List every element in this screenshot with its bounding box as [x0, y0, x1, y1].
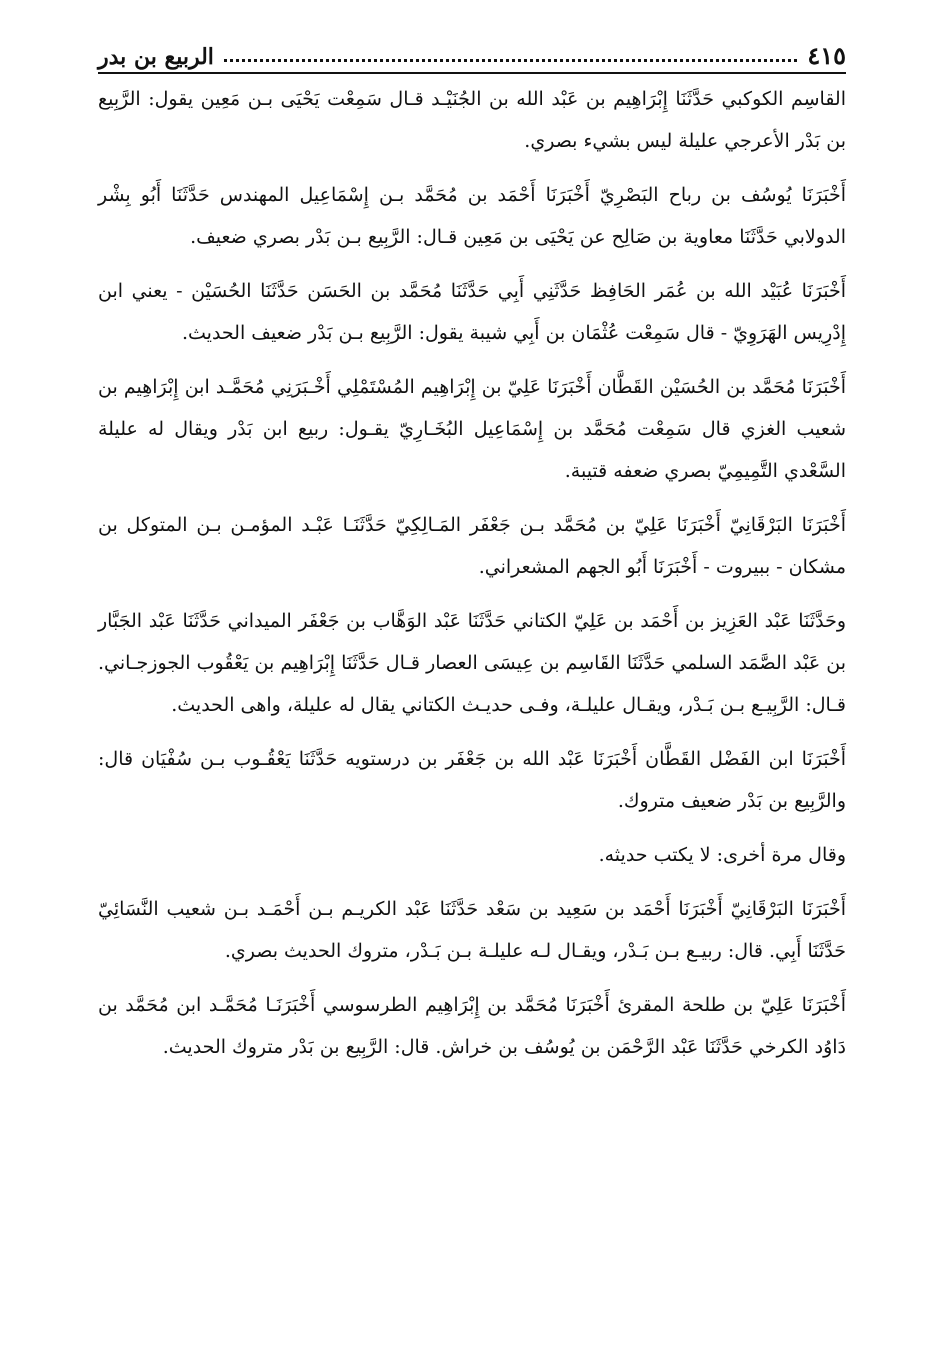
paragraph-6: وحَدَّثَنَا عَبْد العَزِيز بن أَحْمَد بن عَلِيّ الكتاني حَدَّثَنَا عَبْد الوَهَّاب بن جَعْفَر الميداني حَدَّثَنَا عَبْد الجَبَّار بن عَبْد الصَّمَد السلمي حَدَّثَنَا القَاسِم بن عِيسَى العصار قـال حَدَّثَنَا إِبْرَاهِيم بن يَعْقُوب الجوزجـاني. قـال: الرَّبِيـع بـن بَـدْر، ويقـال عليلـة، وفـى حديـث الكتاني يقال له عليلة، واهى الحديث.: [98, 610, 846, 716]
paragraph-4: أَخْبَرَنَا مُحَمَّد بن الحُسَيْن القَطَّان أَخْبَرَنَا عَلِيّ بن إِبْرَاهِيم المُسْتَمْلِي أَخْـبَرَنِي مُحَمَّـد ابن إِبْرَاهِيم بن شعيب الغزي قال سَمِعْت مُحَمَّد بن إِسْمَاعِيل البُخَـارِيّ يقـول: ربيع ابن بَدْر ويقال له عليلة السَّعْدي التَّمِيمِيّ بصري ضعفه قتيبة.: [98, 376, 846, 482]
paragraph-8: وقال مرة أخرى: لا يكتب حديثه.: [598, 844, 846, 866]
paragraph-1: القاسِم الكوكبي حَدَّثَنَا إِبْرَاهِيم بن عَبْد الله بن الجُنَيْـد قـال سَمِعْت يَحْيَى بـن مَعِين يقول: الرَّبِيع بن بَدْر الأعرجي عليلة ليس بشيء بصري.: [98, 88, 846, 152]
running-header: [98, 30, 846, 70]
document-body: [98, 78, 846, 1080]
paragraph-5: أَخْبَرَنَا البَرْقَانِيّ أَخْبَرَنَا عَلِيّ بن مُحَمَّد بـن جَعْفَر المَـالِكِيّ حَدَّثَنَـا عَبْـد المؤمـن بـن المتوكل بن مشكان - ببيروت - أَخْبَرَنَا أَبُو الجهم المشعراني.: [98, 514, 846, 578]
paragraph-10: أَخْبَرَنَا عَلِيّ بن طلحة المقرئ أَخْبَرَنَا مُحَمَّد بن إِبْرَاهِيم الطرسوسي أَخْبَرَنَـا مُحَمَّـد ابن مُحَمَّد بن دَاوُد الكرخي حَدَّثَنَا عَبْد الرَّحْمَن بن يُوسُف بن خراش. قال: الرَّبِيع بن بَدْر متروك الحديث.: [98, 994, 846, 1058]
paragraph-7: أَخْبَرَنَا ابن الفَضْل القَطَّان أَخْبَرَنَا عَبْد الله بن جَعْفَر بن درستويه حَدَّثَنَا يَعْقُـوب بـن سُفْيَان قال: والرَّبِيع بن بَدْر ضعيف متروك.: [98, 748, 846, 812]
paragraph-9: أَخْبَرَنَا البَرْقَانِيّ أَخْبَرَنَا أَحْمَد بن سَعِيد بن سَعْد حَدَّثَنَا عَبْد الكريـم بـن أَحْمَـد بـن شعيب النَّسَائِيّ حَدَّثَنَا أَبِي. قال: ربيـع بـن بَـدْر، ويقـال لـه عليلـة بـن بَـدْر، متروك الحديث بصري.: [98, 898, 846, 962]
header-title: الربيع بن بدر: [98, 44, 214, 70]
header-rule: [98, 72, 846, 74]
paragraph-3: أَخْبَرَنَا عُبَيْد الله بن عُمَر الحَافِظ حَدَّثَنِي أَبِي حَدَّثَنَا مُحَمَّد بن الحَسَن حَدَّثَنَا الحُسَيْن - يعني ابن إِدْرِيس الهَرَوِيّ - قال سَمِعْت عُثْمَان بن أَبِي شيبة يقول: الرَّبِيع بـن بَدْر ضعيف الحديث.: [98, 280, 846, 344]
dotted-leader: [224, 58, 797, 62]
paragraph-2: أَخْبَرَنَا يُوسُف بن رباح البَصْرِيّ أَخْبَرَنَا أَحْمَد بن مُحَمَّد بـن إِسْمَاعِيل المهندس حَدَّثَنَا أَبُو بِشْر الدولابي حَدَّثَنَا معاوية بن صَالِح عن يَحْيَى بن مَعِين قـال: الرَّبِيع بـن بَدْر بصري ضعيف.: [98, 184, 846, 248]
page-number: ٤١٥: [807, 41, 846, 70]
